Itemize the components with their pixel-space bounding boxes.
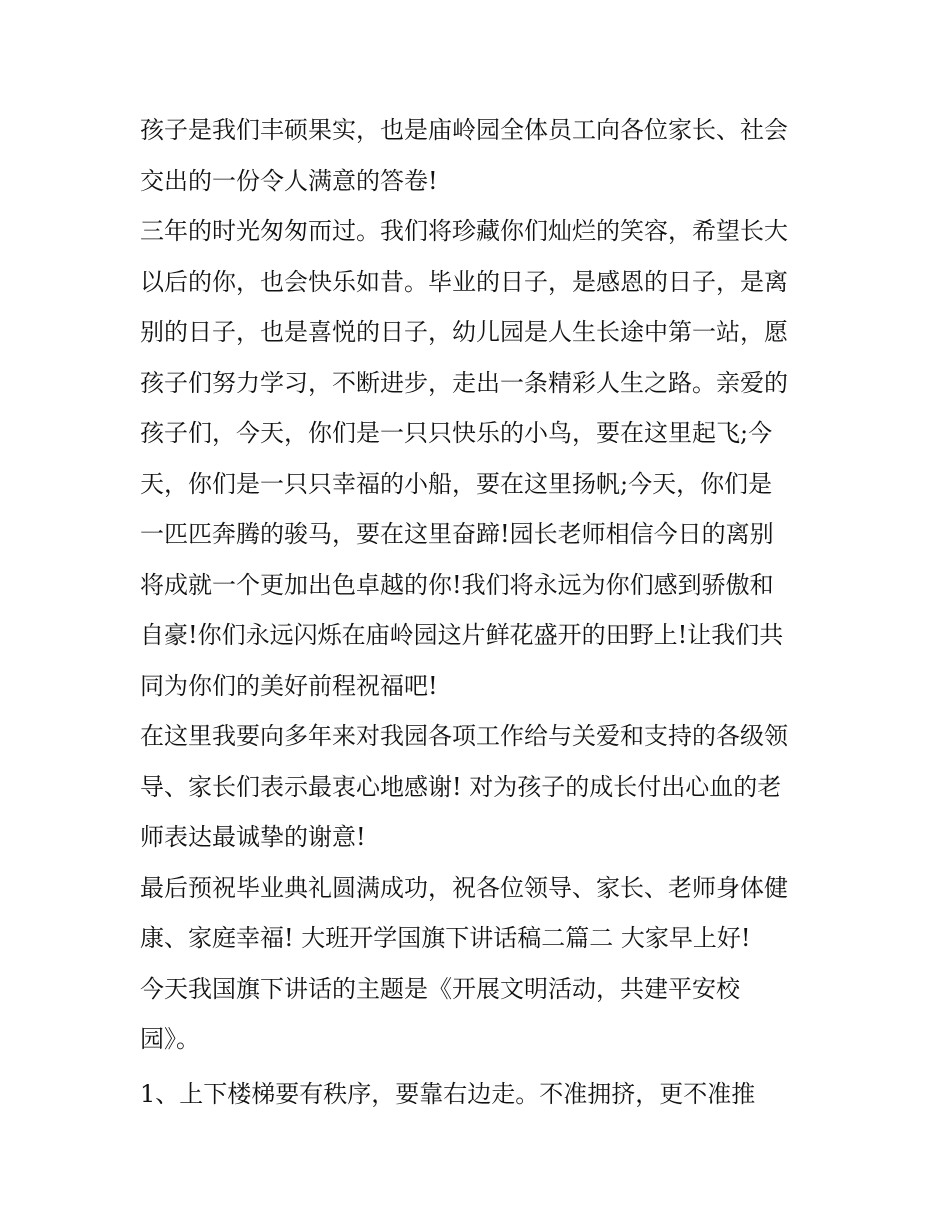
text-line: 将成就一个更加出色卓越的你!我们将永远为你们感到骄傲和 xyxy=(140,571,774,599)
text-line: 天，你们是一只只幸福的小船，要在这里扬帆;今天，你们是 xyxy=(140,470,773,498)
text-line: 最后预祝毕业典礼圆满成功，祝各位领导、家长、老师身体健 xyxy=(140,874,788,902)
text-line: 三年的时光匆匆而过。我们将珍藏你们灿烂的笑容，希望长大 xyxy=(140,217,788,245)
text-line: 交出的一份令人满意的答卷! xyxy=(140,167,438,195)
text-line: 导、家长们表示最衷心地感谢! 对为孩子的成长付出心血的老 xyxy=(140,773,782,801)
text-line: 孩子们，今天，你们是一只只快乐的小鸟，要在这里起飞;今 xyxy=(140,419,773,447)
text-line: 孩子是我们丰硕果实，也是庙岭园全体员工向各位家长、社会 xyxy=(140,116,788,144)
text-line: 同为你们的美好前程祝福吧! xyxy=(140,672,438,700)
text-line: 在这里我要向多年来对我园各项工作给与关爱和支持的各级领 xyxy=(140,722,788,750)
text-line: 1、上下楼梯要有秩序，要靠右边走。不准拥挤，更不准推 xyxy=(140,1080,756,1108)
text-line: 师表达最诚挚的谢意! xyxy=(140,823,366,851)
text-line: 别的日子，也是喜悦的日子，幼儿园是人生长途中第一站，愿 xyxy=(140,318,788,346)
text-line: 自豪!你们永远闪烁在庙岭园这片鲜花盛开的田野上!让我们共 xyxy=(140,621,784,649)
text-line: 一匹匹奔腾的骏马，要在这里奋蹄!园长老师相信今日的离别 xyxy=(140,520,774,548)
text-line: 以后的你，也会快乐如昔。毕业的日子，是感恩的日子，是离 xyxy=(140,268,788,296)
text-line: 孩子们努力学习，不断进步，走出一条精彩人生之路。亲爱的 xyxy=(140,369,788,397)
text-line: 园》。 xyxy=(140,1025,200,1053)
text-line: 今天我国旗下讲话的主题是《开展文明活动，共建平安校 xyxy=(140,975,740,1003)
text-line: 康、家庭幸福! 大班开学国旗下讲话稿二篇二 大家早上好! xyxy=(140,924,751,952)
